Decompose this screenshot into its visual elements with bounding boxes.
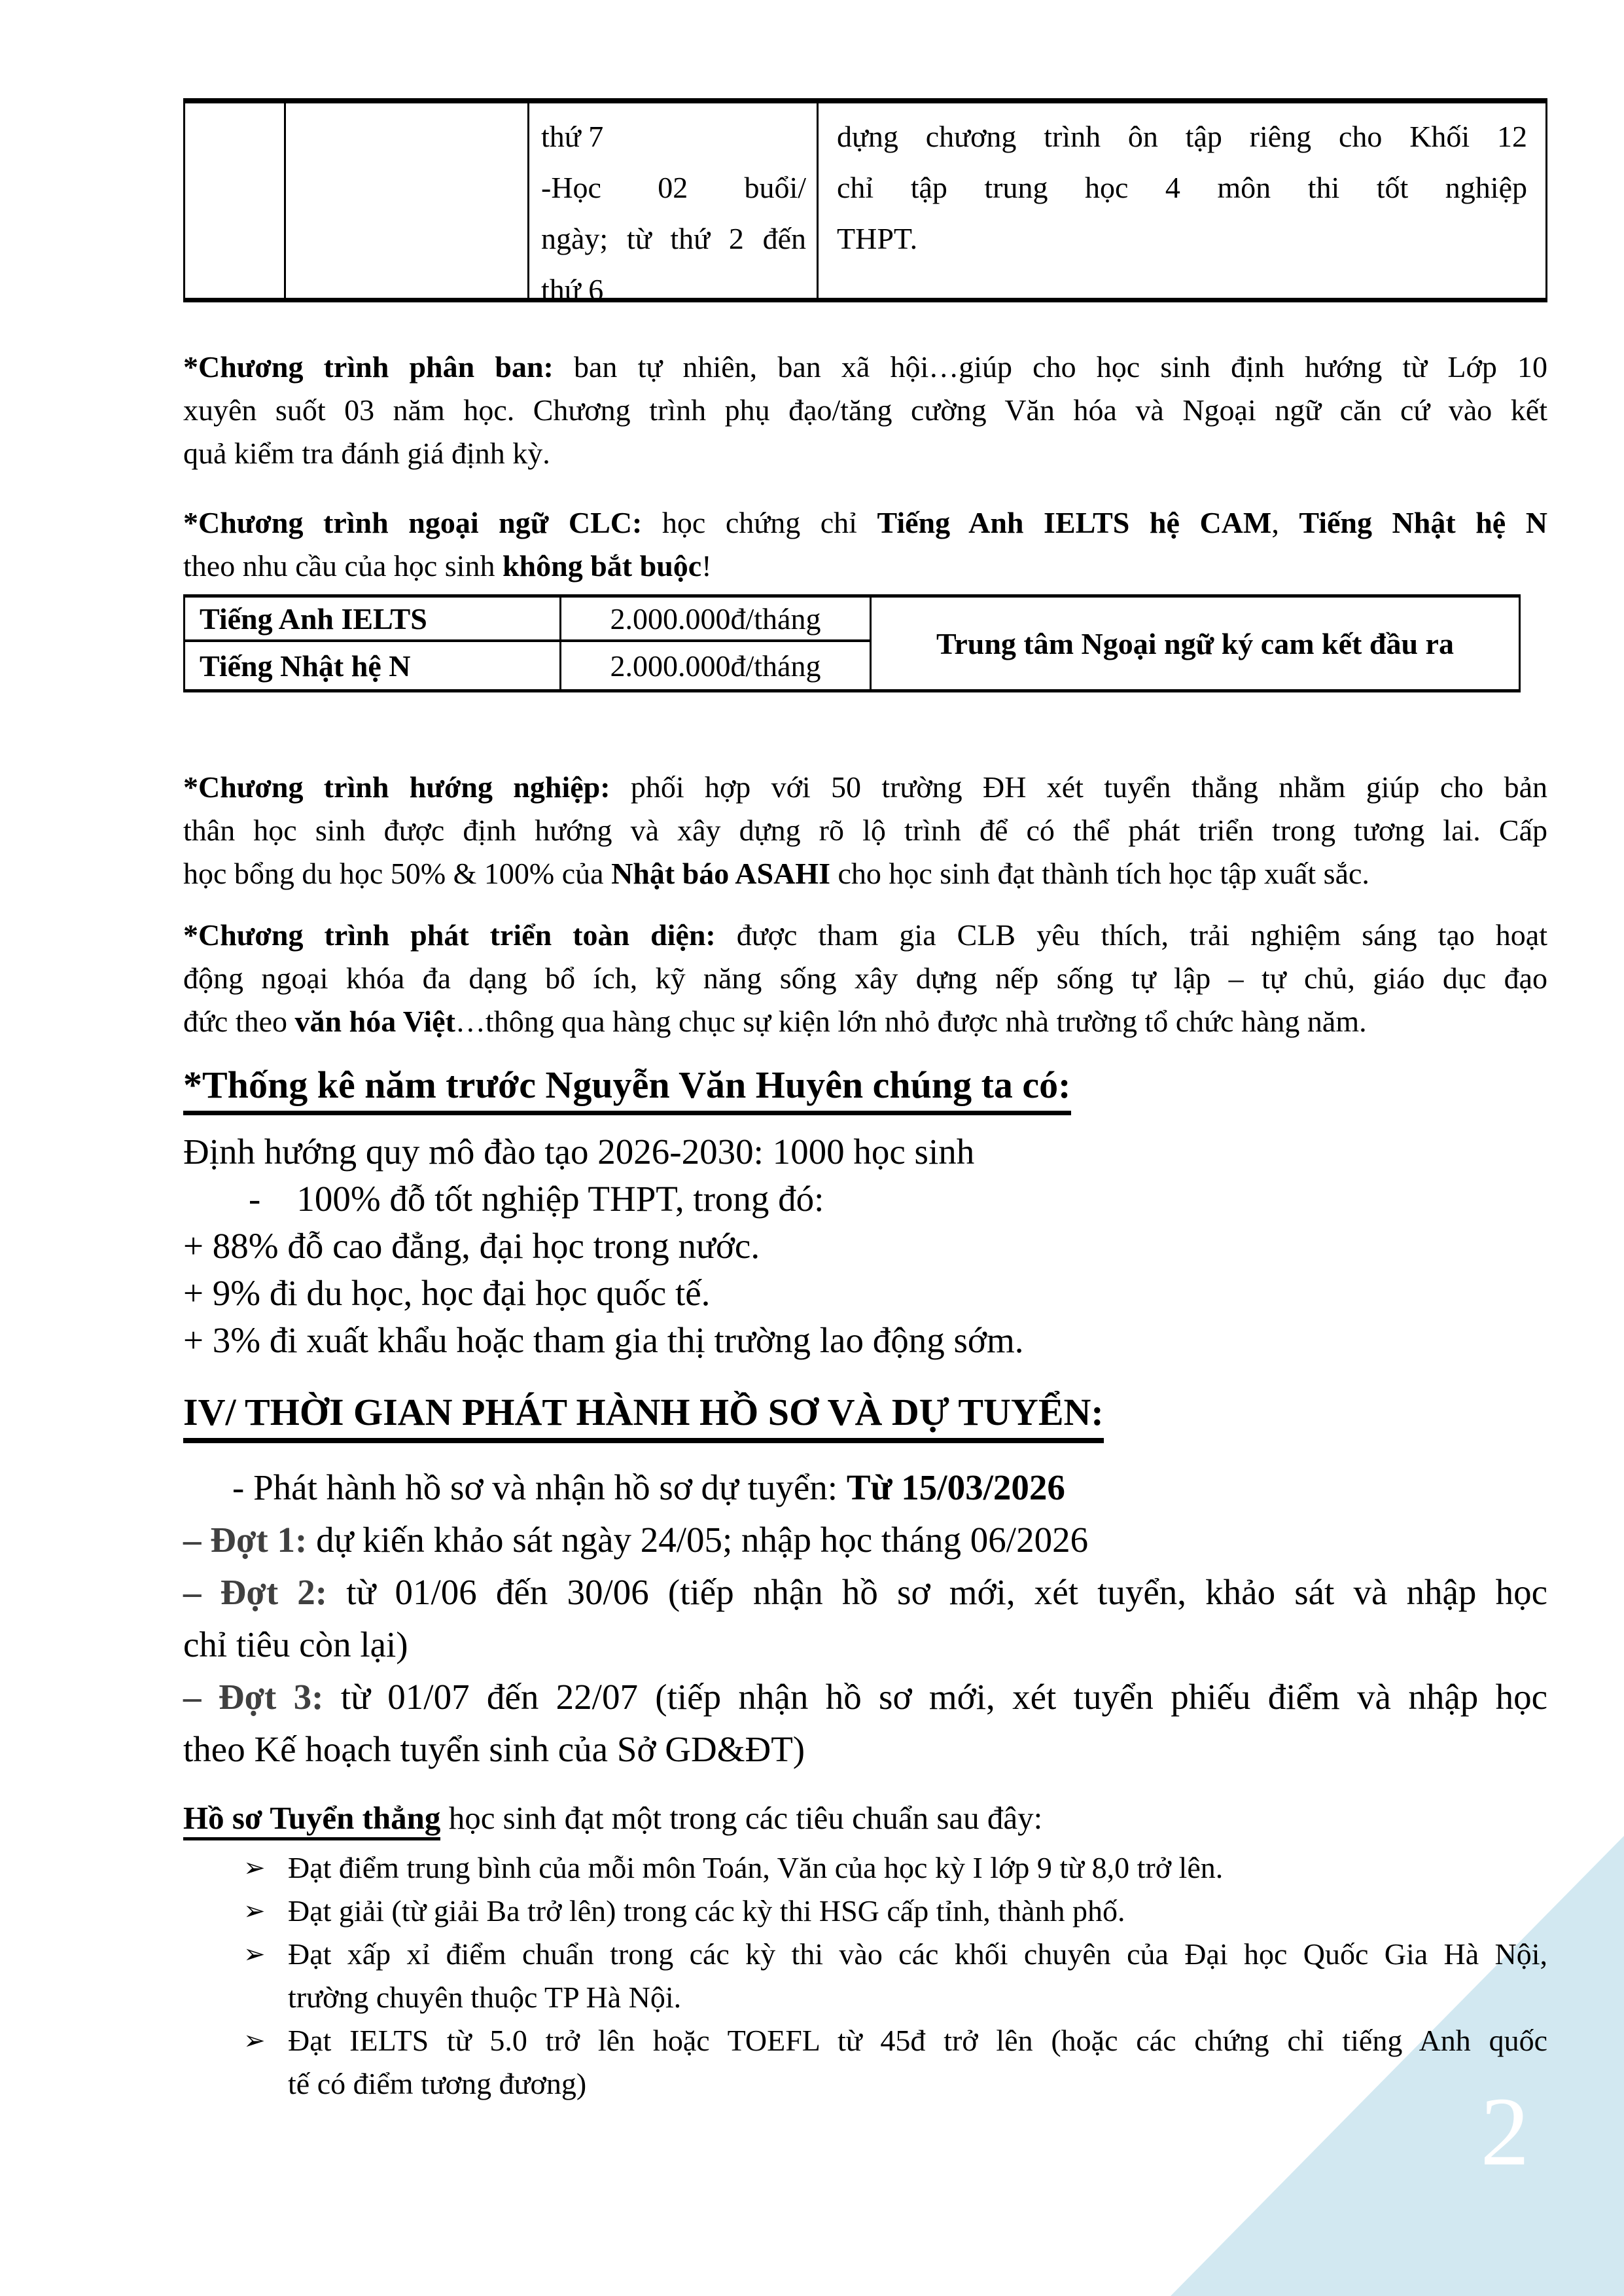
fee-price-cell: 2.000.000đ/tháng [561, 598, 872, 642]
direct-admission-text: học sinh đạt một trong các tiêu chuẩn sau đây: [440, 1800, 1043, 1836]
paragraph-text: học chứng chỉ [642, 506, 877, 539]
paragraph-line [183, 545, 1547, 588]
phase-text: từ 01/06 đến 30/06 (tiếp nhận hồ sơ mới, xét tuyển, khảo sát và nhập học [327, 1572, 1547, 1612]
statistics-line: Định hướng quy mô đào tạo 2026-2030: 1000 học sinh [183, 1132, 975, 1172]
list-item-text [288, 1890, 1547, 1933]
paragraph-text: …thông qua hàng chục sự kiện lớn nhỏ được nhà trường tổ chức hàng năm. [455, 1005, 1367, 1038]
phase-label: – Đợt 2: [183, 1572, 328, 1612]
schedule-table-fragment [183, 98, 1547, 306]
description-line: chỉ tập trung học 4 môn thi tốt nghiệp [837, 171, 1527, 204]
time-cell-line: thứ 6 [541, 273, 604, 306]
statistics-line: + 3% đi xuất khẩu hoặc tham gia thị trường lao động sớm. [183, 1320, 1024, 1360]
paragraph-line: quả kiểm tra đánh giá định kỳ. [183, 437, 550, 470]
bold-text: Tiếng Anh IELTS hệ CAM [877, 506, 1272, 539]
fee-note-cell: Trung tâm Ngoại ngữ ký cam kết đầu ra [936, 626, 1454, 660]
program-paragraph-phan-ban [183, 346, 1547, 475]
statistics-block [183, 1128, 1547, 1364]
paragraph-line: thân học sinh được định hướng và xây dựng rõ lộ trình để có thể phát triển trong tương lai. Cấp [183, 814, 1547, 847]
dash-bullet: - [249, 1179, 261, 1219]
statistics-line [183, 1175, 1547, 1223]
paragraph-lead: *Chương trình ngoại ngữ CLC: [183, 506, 643, 539]
document-content [183, 98, 1547, 2106]
issue-date-line [183, 1462, 1547, 1514]
direct-admission-line [183, 1795, 1547, 1841]
arrow-bullet-icon: ➢ [243, 1853, 266, 1883]
bold-text: văn hóa Việt [294, 1005, 455, 1038]
section-iv-heading-text: IV/ THỜI GIAN PHÁT HÀNH HỒ SƠ VÀ DỰ TUYỂN: [183, 1390, 1104, 1443]
statistics-heading [183, 1063, 1547, 1115]
statistics-heading-text: *Thống kê năm trước Nguyễn Văn Huyên chúng ta có: [183, 1063, 1071, 1115]
paragraph-text: cho học sinh đạt thành tích học tập xuất sắc. [830, 857, 1369, 890]
paragraph-line [183, 1000, 1547, 1043]
arrow-bullet-icon: ➢ [243, 2026, 266, 2056]
paragraph-line [183, 852, 1547, 895]
paragraph-text: đức theo [183, 1005, 295, 1038]
list-item [183, 1846, 1547, 1890]
arrow-bullet-icon: ➢ [243, 1939, 266, 1969]
phase-2-line [183, 1566, 1547, 1619]
paragraph-text: phối hợp với 50 trường ĐH xét tuyển thẳng nhằm giúp cho bản [610, 770, 1547, 804]
bullet-line: Đạt giải (từ giải Ba trở lên) trong các kỳ thi HSG cấp tỉnh, thành phố. [288, 1894, 1125, 1928]
bold-text: Tiếng Nhật hệ N [1299, 506, 1547, 539]
paragraph-text: ban tự nhiên, ban xã hội…giúp cho học sinh định hướng từ Lớp 10 [553, 350, 1547, 384]
time-cell-line: ngày; từ thứ 2 đến [541, 222, 806, 255]
paragraph-text: theo nhu cầu của học sinh [183, 549, 503, 583]
paragraph-line [183, 914, 1547, 957]
list-item-text [288, 1846, 1547, 1890]
schedule-time-cell [529, 103, 819, 306]
phase-label: – Đợt 1: [183, 1520, 308, 1560]
phase-2-continuation: chỉ tiêu còn lại) [183, 1624, 408, 1664]
issue-date-bold: Từ 15/03/2026 [846, 1467, 1065, 1507]
bullet-line: trường chuyên thuộc TP Hà Nội. [288, 1981, 682, 2014]
direct-admission-lead: Hồ sơ Tuyển thẳng [183, 1800, 440, 1840]
phase-text: từ 01/07 đến 22/07 (tiếp nhận hồ sơ mới, xét tuyển phiếu điểm và nhập học [323, 1677, 1547, 1717]
paragraph-text: ! [701, 549, 712, 583]
bullet-line: Đạt điểm trung bình của mỗi môn Toán, Văn của học kỳ I lớp 9 từ 8,0 trở lên. [288, 1851, 1224, 1884]
fee-course-cell: Tiếng Nhật hệ N [185, 642, 561, 689]
list-item [183, 1890, 1547, 1933]
program-paragraph-toan-dien [183, 914, 1547, 1043]
paragraph-line: động ngoại khóa đa dạng bổ ích, kỹ năng sống xây dựng nếp sống tự lập – tự chủ, giáo dục đạo [183, 961, 1547, 995]
list-item [183, 1933, 1547, 2019]
statistics-line: + 9% đi du học, học đại học quốc tế. [183, 1273, 711, 1313]
paragraph-text: học bổng du học 50% & 100% của [183, 857, 612, 890]
fee-price-cell: 2.000.000đ/tháng [561, 642, 872, 689]
paragraph-line [183, 501, 1547, 545]
paragraph-text: , [1271, 506, 1299, 539]
list-item-text [288, 2019, 1547, 2106]
paragraph-text: được tham gia CLB yêu thích, trải nghiệm sáng tạo hoạt [715, 918, 1547, 952]
statistics-text: 100% đỗ tốt nghiệp THPT, trong đó: [296, 1179, 824, 1219]
page-number: 2 [1480, 2077, 1530, 2186]
bold-text: Nhật báo ASAHI [611, 857, 830, 890]
list-item [183, 2019, 1547, 2106]
fee-course-cell: Tiếng Anh IELTS [185, 598, 561, 642]
statistics-line: + 88% đỗ cao đẳng, đại học trong nước. [183, 1226, 760, 1266]
phase-3-line [183, 1671, 1547, 1723]
description-line: THPT. [837, 222, 918, 255]
bullet-line: tế có điểm tương đương) [288, 2067, 587, 2100]
paragraph-lead: *Chương trình hướng nghiệp: [183, 770, 610, 804]
time-cell-line: -Học 02 buổi/ [541, 171, 806, 204]
phase-1-line [183, 1514, 1547, 1566]
paragraph-line [183, 766, 1547, 809]
schedule-empty-cell-2 [286, 103, 529, 298]
list-item-text [288, 1933, 1547, 2019]
phase-text: dự kiến khảo sát ngày 24/05; nhập học tháng 06/2026 [307, 1520, 1089, 1560]
phase-3-continuation: theo Kế hoạch tuyển sinh của Sở GD&ĐT) [183, 1729, 805, 1769]
schedule-description-cell [819, 103, 1545, 298]
phase-label: – Đợt 3: [183, 1677, 324, 1717]
program-paragraph-huong-nghiep [183, 766, 1547, 895]
description-line: dựng chương trình ôn tập riêng cho Khối 12 [837, 120, 1527, 153]
schedule-empty-cell-1 [185, 103, 286, 298]
bold-text: không bắt buộc [502, 549, 702, 583]
paragraph-lead: *Chương trình phân ban: [183, 350, 554, 384]
time-cell-line: thứ 7 [541, 120, 604, 153]
arrow-bullet-icon: ➢ [243, 1896, 266, 1926]
language-fee-table [183, 594, 1521, 692]
program-paragraph-ngoai-ngu-clc [183, 501, 1547, 588]
bullet-line: Đạt IELTS từ 5.0 trở lên hoặc TOEFL từ 45đ trở lên (hoặc các chứng chỉ tiếng Anh quốc [288, 2024, 1547, 2057]
section-iv-heading [183, 1390, 1547, 1443]
paragraph-line: xuyên suốt 03 năm học. Chương trình phụ đạo/tăng cường Văn hóa và Ngoại ngữ căn cứ vào kết [183, 393, 1547, 427]
paragraph-lead: *Chương trình phát triển toàn diện: [183, 918, 716, 952]
criteria-list [183, 1846, 1547, 2106]
paragraph-line [183, 346, 1547, 389]
issue-text: - Phát hành hồ sơ và nhận hồ sơ dự tuyển: [232, 1467, 847, 1507]
bullet-line: Đạt xấp xỉ điểm chuẩn trong các kỳ thi vào các khối chuyên của Đại học Quốc Gia Hà Nội, [288, 1937, 1547, 1971]
section-iv-block [183, 1462, 1547, 1776]
